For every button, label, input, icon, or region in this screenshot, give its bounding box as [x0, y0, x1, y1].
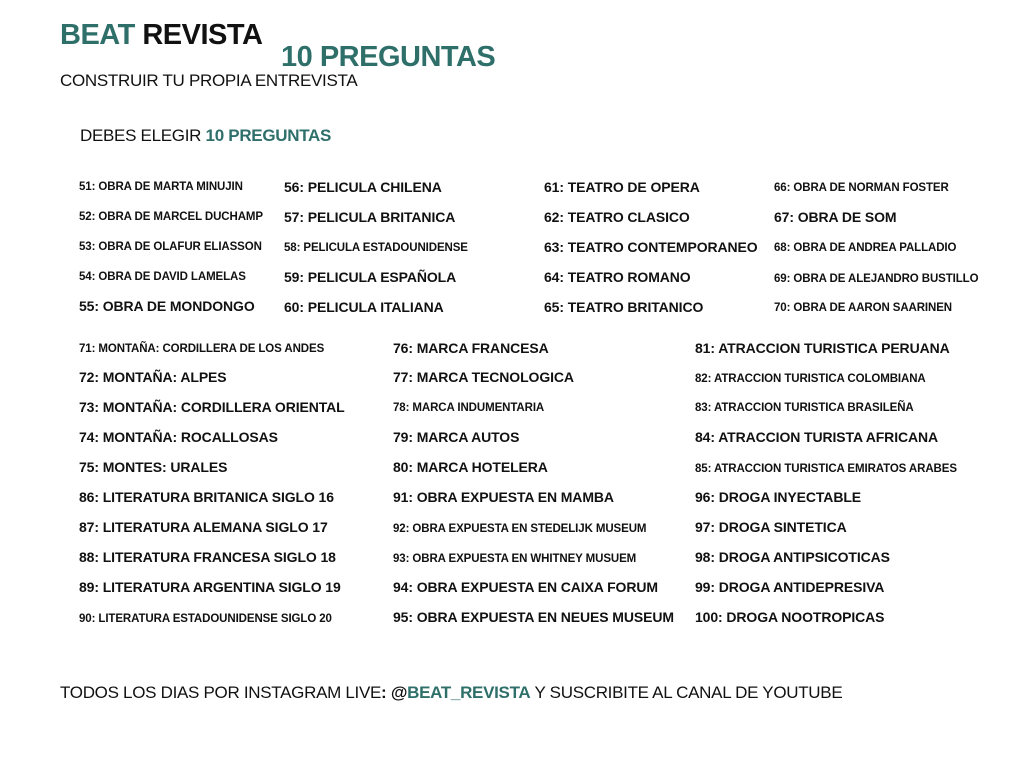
question-item[interactable]: 73: MONTAÑA: CORDILLERA ORIENTAL: [79, 399, 345, 415]
question-item[interactable]: 95: OBRA EXPUESTA EN NEUES MUSEUM: [393, 609, 674, 625]
brand-revista: REVISTA: [142, 19, 263, 51]
question-item[interactable]: 65: TEATRO BRITANICO: [544, 299, 704, 315]
question-item[interactable]: 68: OBRA DE ANDREA PALLADIO: [774, 242, 957, 254]
question-item[interactable]: 59: PELICULA ESPAÑOLA: [284, 269, 457, 285]
headline-10-preguntas: 10 PREGUNTAS: [281, 41, 496, 73]
question-item[interactable]: 80: MARCA HOTELERA: [393, 459, 548, 475]
question-item[interactable]: 100: DROGA NOOTROPICAS: [695, 609, 885, 625]
instruction-emphasis: 10 PREGUNTAS: [205, 126, 332, 145]
question-item[interactable]: 81: ATRACCION TURISTICA PERUANA: [695, 340, 950, 356]
question-item[interactable]: 94: OBRA EXPUESTA EN CAIXA FORUM: [393, 579, 658, 595]
question-item[interactable]: 69: OBRA DE ALEJANDRO BUSTILLO: [774, 273, 979, 285]
question-item[interactable]: 55: OBRA DE MONDONGO: [79, 298, 255, 314]
question-item[interactable]: 87: LITERATURA ALEMANA SIGLO 17: [79, 519, 328, 535]
brand-beat: BEAT: [60, 19, 135, 51]
page-subtitle: CONSTRUIR TU PROPIA ENTREVISTA: [60, 71, 358, 90]
question-item[interactable]: 61: TEATRO DE OPERA: [544, 179, 700, 195]
question-item[interactable]: 99: DROGA ANTIDEPRESIVA: [695, 579, 885, 595]
question-item[interactable]: 66: OBRA DE NORMAN FOSTER: [774, 182, 949, 194]
question-item[interactable]: 76: MARCA FRANCESA: [393, 340, 549, 356]
question-item[interactable]: 57: PELICULA BRITANICA: [284, 209, 456, 225]
brand-title: [60, 18, 262, 52]
footer-suffix: Y SUSCRIBITE AL CANAL DE YOUTUBE: [530, 683, 843, 702]
instruction-line: [80, 126, 331, 146]
question-item[interactable]: 98: DROGA ANTIPSICOTICAS: [695, 549, 890, 565]
question-item[interactable]: 82: ATRACCION TURISTICA COLOMBIANA: [695, 373, 926, 385]
question-item[interactable]: 90: LITERATURA ESTADOUNIDENSE SIGLO 20: [79, 613, 332, 625]
footer-line: [60, 683, 842, 703]
question-item[interactable]: 63: TEATRO CONTEMPORANEO: [544, 239, 758, 255]
footer-prefix: TODOS LOS DIAS POR INSTAGRAM LIVE: [60, 683, 382, 702]
question-item[interactable]: 77: MARCA TECNOLOGICA: [393, 369, 574, 385]
question-item[interactable]: 64: TEATRO ROMANO: [544, 269, 691, 285]
question-item[interactable]: 71: MONTAÑA: CORDILLERA DE LOS ANDES: [79, 343, 325, 355]
question-item[interactable]: 78: MARCA INDUMENTARIA: [393, 402, 545, 414]
question-item[interactable]: 91: OBRA EXPUESTA EN MAMBA: [393, 489, 614, 505]
question-item[interactable]: 70: OBRA DE AARON SAARINEN: [774, 302, 953, 314]
question-item[interactable]: 60: PELICULA ITALIANA: [284, 299, 444, 315]
question-item[interactable]: 89: LITERATURA ARGENTINA SIGLO 19: [79, 579, 341, 595]
question-item[interactable]: 96: DROGA INYECTABLE: [695, 489, 862, 505]
instagram-handle-link[interactable]: BEAT_REVISTA: [407, 683, 531, 702]
question-item[interactable]: 51: OBRA DE MARTA MINUJIN: [79, 181, 243, 193]
question-item[interactable]: 58: PELICULA ESTADOUNIDENSE: [284, 242, 468, 254]
question-item[interactable]: 86: LITERATURA BRITANICA SIGLO 16: [79, 489, 334, 505]
question-item[interactable]: 67: OBRA DE SOM: [774, 209, 897, 225]
question-item[interactable]: 84: ATRACCION TURISTA AFRICANA: [695, 429, 939, 445]
question-item[interactable]: 74: MONTAÑA: ROCALLOSAS: [79, 429, 278, 445]
footer-colon: : @: [381, 683, 408, 702]
question-item[interactable]: 92: OBRA EXPUESTA EN STEDELIJK MUSEUM: [393, 523, 647, 535]
question-item[interactable]: 97: DROGA SINTETICA: [695, 519, 847, 535]
question-item[interactable]: 53: OBRA DE OLAFUR ELIASSON: [79, 241, 262, 253]
question-item[interactable]: 52: OBRA DE MARCEL DUCHAMP: [79, 211, 263, 223]
question-item[interactable]: 56: PELICULA CHILENA: [284, 179, 442, 195]
instruction-prefix: DEBES ELEGIR: [80, 126, 206, 145]
question-item[interactable]: 85: ATRACCION TURISTICA EMIRATOS ARABES: [695, 463, 957, 475]
question-item[interactable]: 83: ATRACCION TURISTICA BRASILEÑA: [695, 402, 914, 414]
question-item[interactable]: 72: MONTAÑA: ALPES: [79, 369, 227, 385]
question-item[interactable]: 54: OBRA DE DAVID LAMELAS: [79, 271, 246, 283]
question-item[interactable]: 79: MARCA AUTOS: [393, 429, 520, 445]
question-item[interactable]: 75: MONTES: URALES: [79, 459, 228, 475]
question-item[interactable]: 93: OBRA EXPUESTA EN WHITNEY MUSUEM: [393, 553, 637, 565]
question-item[interactable]: 62: TEATRO CLASICO: [544, 209, 690, 225]
question-item[interactable]: 88: LITERATURA FRANCESA SIGLO 18: [79, 549, 336, 565]
